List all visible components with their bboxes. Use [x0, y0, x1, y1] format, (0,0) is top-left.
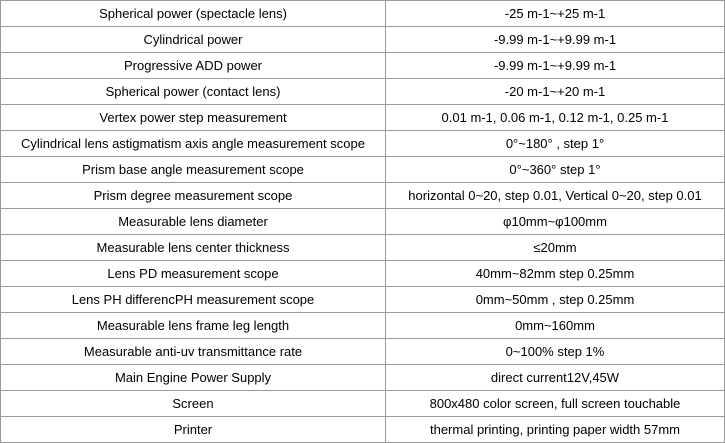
- parameter-cell: Measurable lens center thickness: [1, 235, 386, 261]
- value-cell: 800x480 color screen, full screen touchable: [386, 391, 725, 417]
- table-row: [1, 157, 725, 183]
- parameter-cell: Measurable lens diameter: [1, 209, 386, 235]
- value-cell: horizontal 0~20, step 0.01, Vertical 0~20, step 0.01: [386, 183, 725, 209]
- value-cell: 0.01 m-1, 0.06 m-1, 0.12 m-1, 0.25 m-1: [386, 105, 725, 131]
- table-row: [1, 261, 725, 287]
- parameter-cell: Spherical power (contact lens): [1, 79, 386, 105]
- value-cell: 40mm~82mm step 0.25mm: [386, 261, 725, 287]
- value-cell: 0°~360° step 1°: [386, 157, 725, 183]
- value-cell: -9.99 m-1~+9.99 m-1: [386, 27, 725, 53]
- parameter-cell: Progressive ADD power: [1, 53, 386, 79]
- table-row: [1, 183, 725, 209]
- parameter-cell: Cylindrical power: [1, 27, 386, 53]
- value-cell: ≤20mm: [386, 235, 725, 261]
- parameter-cell: Lens PD measurement scope: [1, 261, 386, 287]
- parameter-cell: Printer: [1, 417, 386, 443]
- value-cell: thermal printing, printing paper width 57mm: [386, 417, 725, 443]
- parameter-cell: Prism degree measurement scope: [1, 183, 386, 209]
- parameter-cell: Main Engine Power Supply: [1, 365, 386, 391]
- value-cell: 0mm~160mm: [386, 313, 725, 339]
- value-cell: 0°~180° , step 1°: [386, 131, 725, 157]
- table-row: [1, 79, 725, 105]
- table-row: [1, 105, 725, 131]
- specification-table-body: [1, 1, 725, 443]
- table-row: [1, 27, 725, 53]
- table-row: [1, 131, 725, 157]
- table-row: [1, 339, 725, 365]
- value-cell: -25 m-1~+25 m-1: [386, 1, 725, 27]
- table-row: [1, 417, 725, 443]
- table-row: [1, 287, 725, 313]
- value-cell: 0~100% step 1%: [386, 339, 725, 365]
- table-row: [1, 235, 725, 261]
- parameter-cell: Measurable anti-uv transmittance rate: [1, 339, 386, 365]
- value-cell: 0mm~50mm , step 0.25mm: [386, 287, 725, 313]
- table-row: [1, 365, 725, 391]
- table-row: [1, 209, 725, 235]
- parameter-cell: Prism base angle measurement scope: [1, 157, 386, 183]
- value-cell: -9.99 m-1~+9.99 m-1: [386, 53, 725, 79]
- table-row: [1, 313, 725, 339]
- value-cell: φ10mm~φ100mm: [386, 209, 725, 235]
- parameter-cell: Cylindrical lens astigmatism axis angle measurement scope: [1, 131, 386, 157]
- table-row: [1, 391, 725, 417]
- table-row: [1, 1, 725, 27]
- parameter-cell: Vertex power step measurement: [1, 105, 386, 131]
- parameter-cell: Measurable lens frame leg length: [1, 313, 386, 339]
- table-row: [1, 53, 725, 79]
- value-cell: -20 m-1~+20 m-1: [386, 79, 725, 105]
- parameter-cell: Lens PH differencPH measurement scope: [1, 287, 386, 313]
- value-cell: direct current12V,45W: [386, 365, 725, 391]
- parameter-cell: Spherical power (spectacle lens): [1, 1, 386, 27]
- parameter-cell: Screen: [1, 391, 386, 417]
